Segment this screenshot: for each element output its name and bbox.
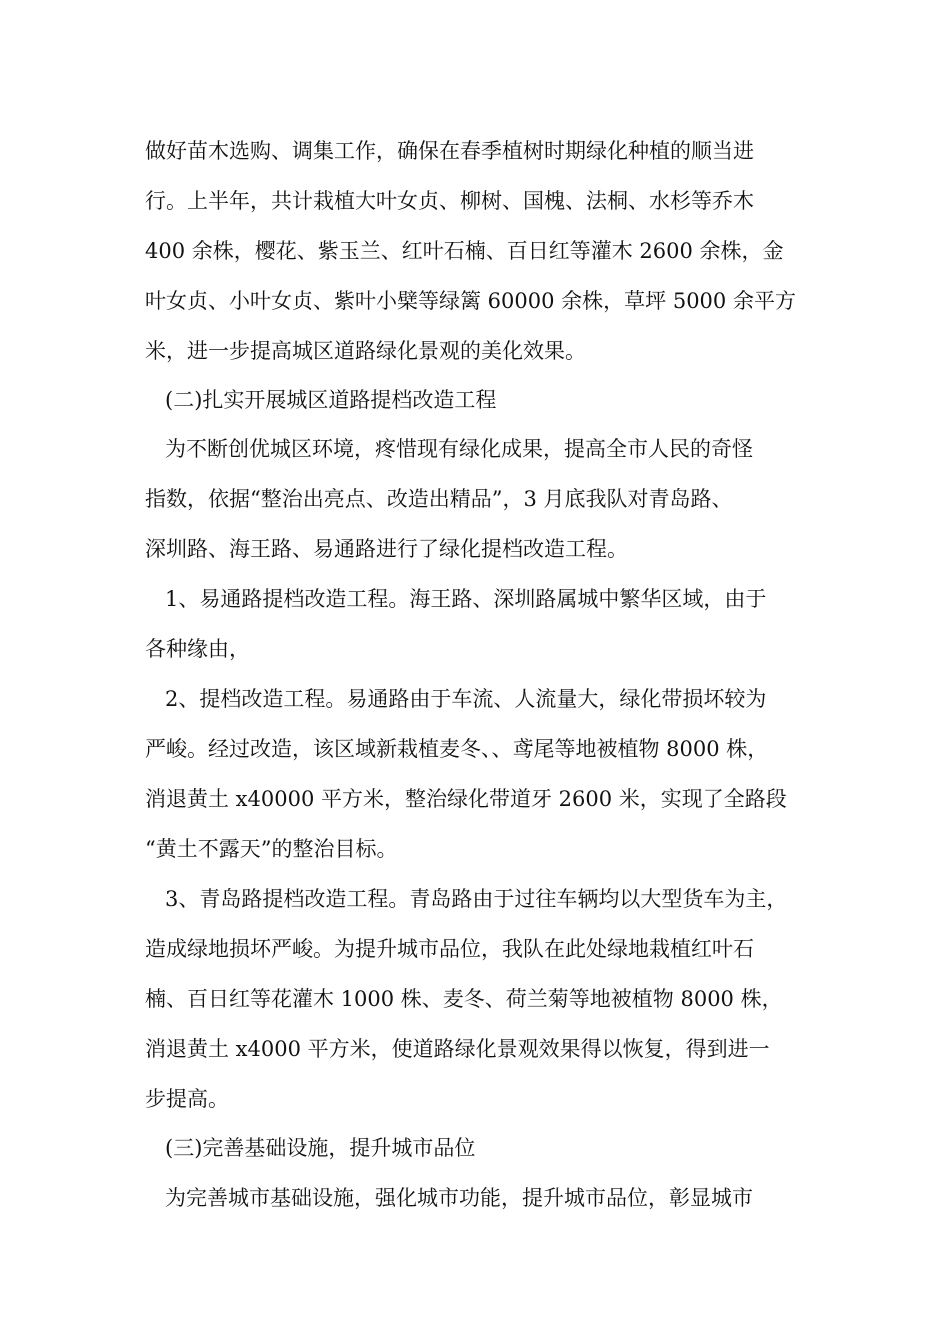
text-line: 为完善城市基础设施，强化城市功能，提升城市品位，彰显城市: [165, 1186, 753, 1210]
text-line: 米，进一步提高城区道路绿化景观的美化效果。: [145, 339, 586, 363]
text-line: 为不断创优城区环境，疼惜现有绿化成果，提高全市人民的奇怪: [165, 437, 753, 461]
text-line: 400 余株，樱花、紫玉兰、红叶石楠、百日红等灌木 2600 余株，金: [145, 239, 784, 263]
text-line: 1、易通路提档改造工程。海王路、深圳路属城中繁华区域，由于: [165, 587, 767, 611]
text-line: 指数，依据“整治出亮点、改造出精品”，3 月底我队对青岛路、: [145, 487, 733, 511]
text-line: 3、青岛路提档改造工程。青岛路由于过往车辆均以大型货车为主，: [165, 887, 788, 911]
text-line: 楠、百日红等花灌木 1000 株、麦冬、荷兰菊等地被植物 8000 株，: [145, 987, 783, 1011]
section-heading: (三)完善基础设施，提升城市品位: [165, 1136, 476, 1160]
text-line: 行。上半年，共计栽植大叶女贞、柳树、国槐、法桐、水杉等乔木: [145, 189, 754, 213]
text-line: 消退黄土 x40000 平方米，整治绿化带道牙 2600 米，实现了全路段: [145, 787, 787, 811]
text-line: 深圳路、海王路、易通路进行了绿化提档改造工程。: [145, 537, 628, 561]
text-line: 造成绿地损坏严峻。为提升城市品位，我队在此处绿地栽植红叶石: [145, 937, 754, 961]
section-heading: (二)扎实开展城区道路提档改造工程: [165, 388, 497, 412]
text-line: 2、提档改造工程。易通路由于车流、人流量大，绿化带损坏较为: [165, 687, 767, 711]
text-line: 各种缘由，: [145, 637, 250, 661]
text-line: 消退黄土 x4000 平方米，使道路绿化景观效果得以恢复，得到进一: [145, 1037, 770, 1061]
text-line: 严峻。经过改造，该区域新栽植麦冬、、鸢尾等地被植物 8000 株，: [145, 737, 769, 761]
text-line: 做好苗木选购、调集工作，确保在春季植树时期绿化种植的顺当进: [145, 139, 754, 163]
text-line: 步提高。: [145, 1087, 229, 1111]
text-line: 叶女贞、小叶女贞、紫叶小檗等绿篱 60000 余株，草坪 5000 余平方: [145, 289, 796, 313]
text-line: “黄土不露天”的整治目标。: [145, 837, 398, 861]
